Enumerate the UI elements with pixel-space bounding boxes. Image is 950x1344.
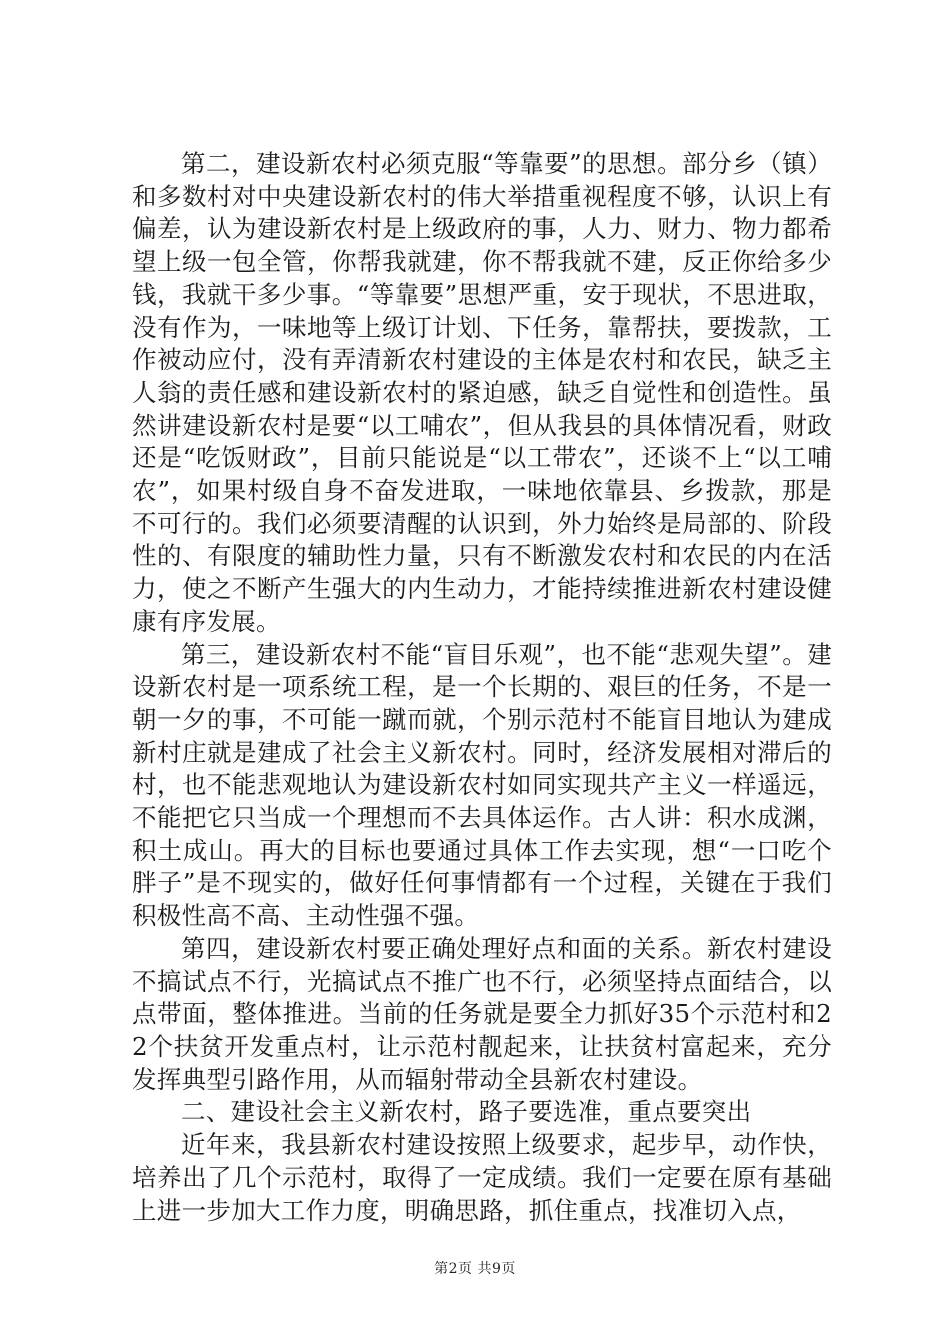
document-body bbox=[132, 148, 832, 1227]
paragraph-fourth-point: 第四，建设新农村要正确处理好点和面的关系。新农村建设不搞试点不行，光搞试点不推广也不行，必须坚持点面结合，以点带面，整体推进。当前的任务就是要全力抓好35个示范村和22个扶贫开发重点村，让示范村靓起来，让扶贫村富起来，充分发挥典型引路作用，从而辐射带动全县新农村建设。 bbox=[132, 933, 832, 1094]
paragraph-second-point: 第二，建设新农村必须克服“等靠要”的思想。部分乡（镇）和多数村对中央建设新农村的伟大举措重视程度不够，认识上有偏差，认为建设新农村是上级政府的事，人力、财力、物力都希望上级一包全管，你帮我就建，你不帮我就不建，反正你给多少钱，我就干多少事。“等靠要”思想严重，安于现状，不思进取，没有作为，一味地等上级订计划、下任务，靠帮扶，要拨款，工作被动应付，没有弄清新农村建设的主体是农村和农民，缺乏主人翁的责任感和建设新农村的紧迫感，缺乏自觉性和创造性。虽然讲建设新农村是要“以工哺农”，但从我县的具体情况看，财政还是“吃饭财政”，目前只能说是“以工带农”，还谈不上“以工哺农”，如果村级自身不奋发进取，一味地依靠县、乡拨款，那是不可行的。我们必须要清醒的认识到，外力始终是局部的、阶段性的、有限度的辅助性力量，只有不断激发农村和农民的内在活力，使之不断产生强大的内生动力，才能持续推进新农村建设健康有序发展。 bbox=[132, 149, 833, 636]
paragraph-section-intro: 近年来，我县新农村建设按照上级要求，起步早，动作快，培养出了几个示范村，取得了一定成绩。我们一定要在原有基础上进一步加大工作力度，明确思路，抓住重点，找准切入点， bbox=[132, 1130, 832, 1225]
page-number-footer: 第2页 共9页 bbox=[434, 1261, 516, 1277]
paragraph-third-point: 第三，建设新农村不能“盲目乐观”，也不能“悲观失望”。建设新农村是一项系统工程，是一个长期的、艰巨的任务，不是一朝一夕的事，不可能一蹴而就，个别示范村不能盲目地认为建成新村庄就是建成了社会主义新农村。同时，经济发展相对滞后的村，也不能悲观地认为建设新农村如同实现共产主义一样遥远，不能把它只当成一个理想而不去具体运作。古人讲：积水成渊，积土成山。再大的目标也要通过具体工作去实现，想“一口吃个胖子”是不现实的，做好任何事情都有一个过程，关键在于我们积极性高不高、主动性强不强。 bbox=[132, 639, 832, 931]
section-heading: 二、建设社会主义新农村，路子要选准，重点要突出 bbox=[181, 1097, 752, 1127]
